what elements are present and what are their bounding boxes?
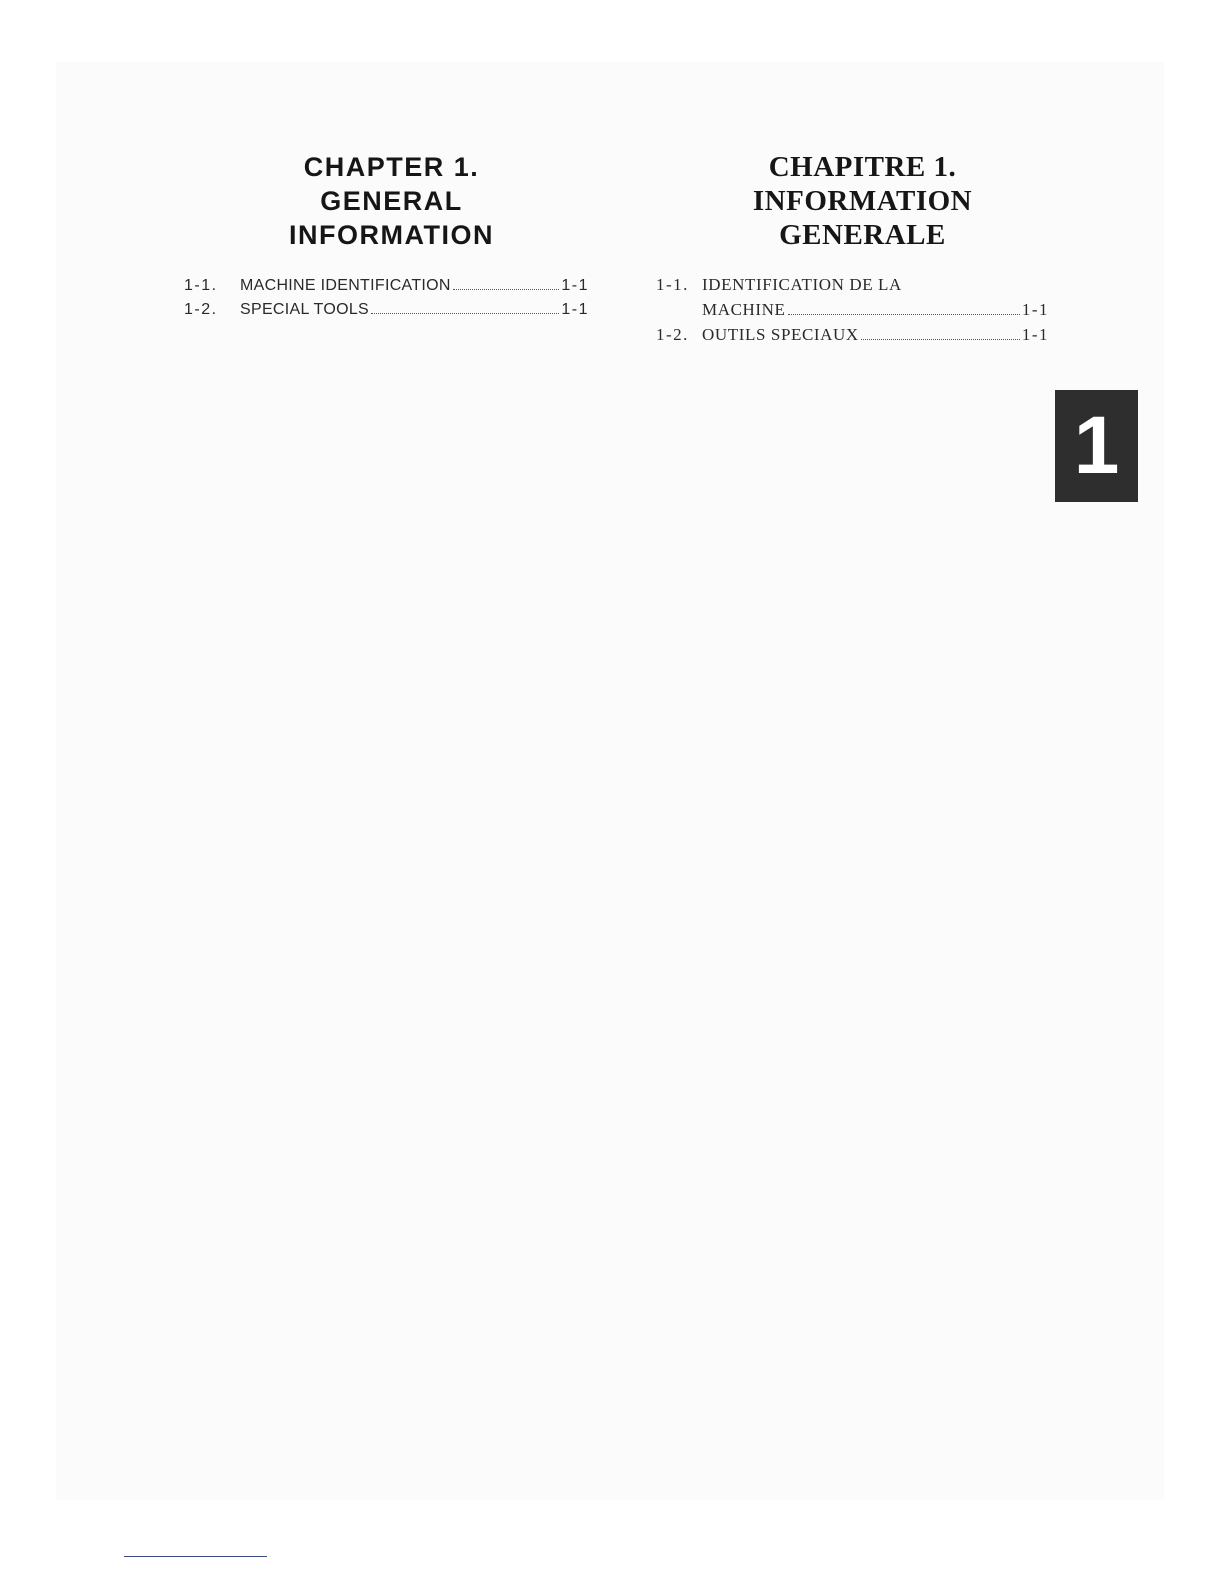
toc-entry-page: 1-1 [561,301,589,318]
heading-line: GENERALE [779,219,946,251]
toc-entry[interactable] [184,274,589,298]
toc-dot-leader [453,289,560,290]
toc-dot-leader [371,313,559,314]
chapter-heading-french [656,150,1049,252]
toc-dot-leader [788,314,1020,315]
heading-line: INFORMATION [752,185,973,217]
french-column [656,150,1049,347]
toc-entry-title: OUTILS SPECIAUX [702,325,859,344]
toc-entry-page: 1-1 [1021,325,1049,344]
toc-entry-title: IDENTIFICATION DE LA [702,275,902,294]
toc-french [656,272,1049,347]
chapter-heading-english [184,150,589,252]
english-column [184,150,589,322]
toc-entry-number: 1-2. [656,325,689,344]
toc-entry-page: 1-1 [561,277,589,294]
toc-entry-number: 1-1. [184,277,218,294]
toc-entry-title: MACHINE IDENTIFICATION [240,277,451,294]
toc-entry-number: 1-1. [656,275,689,294]
toc-entry[interactable] [656,322,1049,347]
toc-dot-leader [861,339,1020,340]
heading-line: CHAPTER 1. [303,152,480,182]
toc-entry-number: 1-2. [184,301,218,318]
toc-english [184,274,589,322]
toc-entry-title-continued: MACHINE [702,300,786,319]
footer-rule [124,1556,267,1557]
toc-entry[interactable] [184,298,589,322]
heading-line: CHAPITRE 1. [768,151,957,183]
heading-line: GENERAL [320,186,463,216]
toc-entry[interactable] [656,272,1049,322]
chapter-tab-marker: 1 [1055,390,1138,502]
toc-entry-title: SPECIAL TOOLS [240,301,369,318]
toc-entry-page: 1-1 [1021,300,1049,319]
heading-line: INFORMATION [289,220,494,250]
